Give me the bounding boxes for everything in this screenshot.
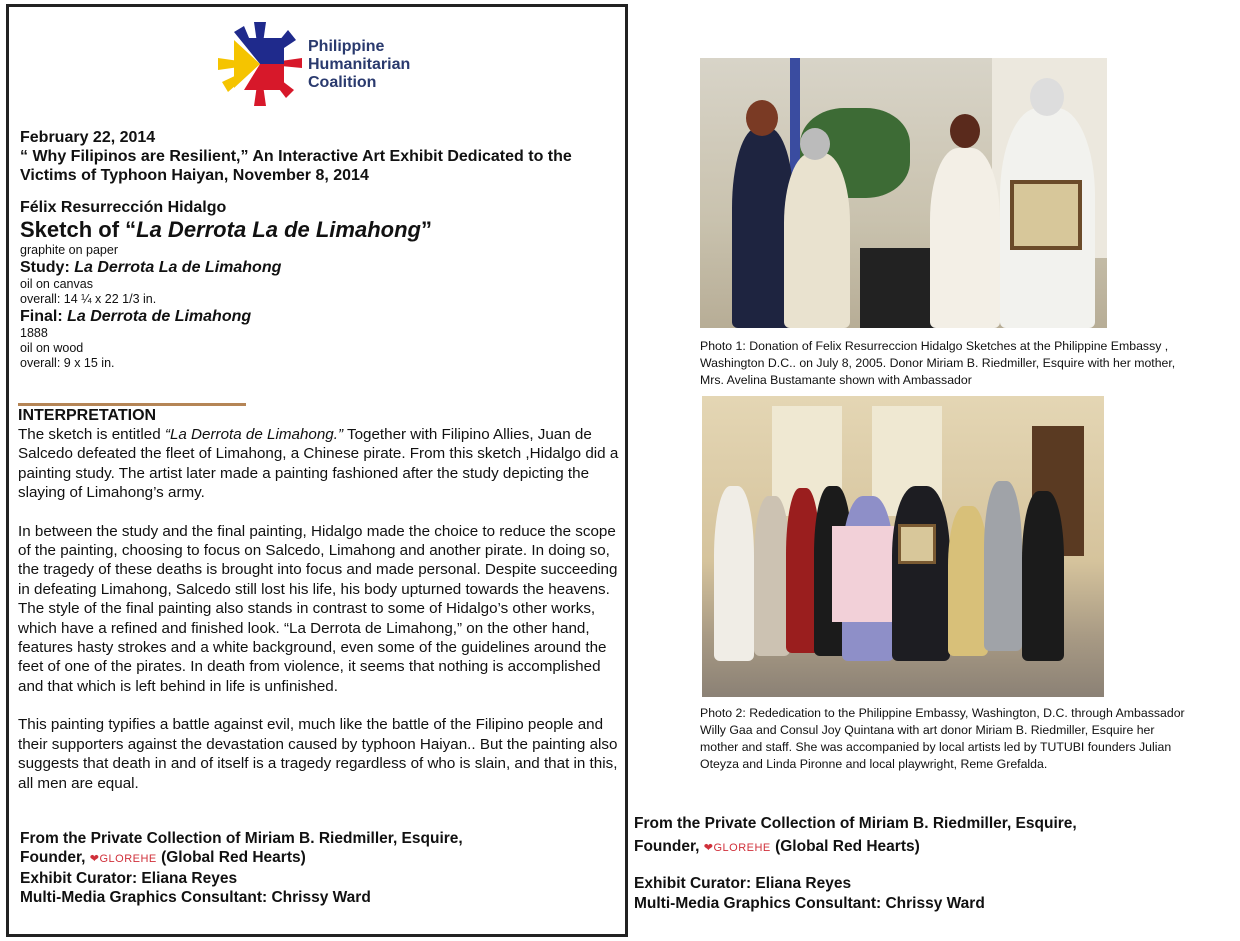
logo-line: Philippine [308,38,385,55]
collection-credit: From the Private Collection of Miriam B. Riedmiller, Esquire, [634,815,1077,832]
photo-2 [702,396,1104,697]
sketch-title [20,217,432,243]
photo-2-caption: Photo 2: Rededication to the Philippine Embassy, Washington, D.C. through Ambassador Willy Gaa and Consul Joy Quintana with art donor Miriam B. Riedmiller, Esquire her mother and staff. She was accompanied by local artists led by TUTUBI founders Julian Oteyza and Linda Pironne and local playwright, Reme Grefalda. [700,706,1185,771]
graphics-credit: Multi-Media Graphics Consultant: Chrissy Ward [20,889,371,906]
text: Together with Filipino Allies, Juan de Salcedo defeated the fleet of Limahong, a Chinese pirate. From this sketch ,Hidalgo did a painting study. The artist later made a painting fashioned after the study depicting the slaying of Limahong’s army. [18,426,619,502]
glorehe-text: GLOREHE [713,842,771,854]
study-medium: oil on canvas [20,277,93,291]
curator-credit: Exhibit Curator: Eliana Reyes [20,870,238,887]
glorehe-text: GLOREHE [99,853,157,865]
logo-line: Coalition [308,74,377,91]
logo-line: Humanitarian [308,56,411,73]
final-label: Final: [20,308,68,325]
final-year: 1888 [20,326,48,340]
final-title-italic: La Derrota de Limahong [67,308,252,325]
study-title-italic: La Derrota La de Limahong [74,259,282,276]
document-header [20,128,620,185]
text: Founder, [634,838,704,855]
sketch-title-italic: La Derrota La de Limahong [136,217,421,242]
glorehe-logo: ❤GLOREHE [89,853,157,865]
text-italic: “La Derrota de Limahong.” [164,426,344,443]
curator-credit: Exhibit Curator: Eliana Reyes [634,875,852,892]
text: Founder, [20,849,90,866]
study-label: Study: [20,259,75,276]
sketch-medium: graphite on paper [20,243,118,257]
founder-credit [20,848,463,869]
text: (Global Red Hearts) [156,849,306,866]
text: (Global Red Hearts) [770,838,920,855]
interpretation-heading: INTERPRETATION [18,407,157,424]
photo-1-caption: Photo 1: Donation of Felix Resurreccion Hidalgo Sketches at the Philippine Embassy , Washington D.C.. on July 8, 2005. Donor Miriam B. Riedmiller, Esquire with her mother, Mrs. Avelina Bustamante shown with Ambassador [700,339,1176,387]
interpretation-section [18,406,622,812]
graphics-credit: Multi-Media Graphics Consultant: Chrissy Ward [634,895,985,912]
photo-1 [700,58,1107,328]
artwork-details [20,198,432,371]
credits-left [20,829,463,907]
sketch-suffix: ” [420,217,432,242]
glorehe-logo: ❤GLOREHE [703,842,771,854]
text: The sketch is entitled [18,426,165,443]
event-title: “ Why Filipinos are Resilient,” An Interactive Art Exhibit Dedicated to the [20,148,572,165]
credits-right [634,814,1077,914]
final-title [20,307,432,326]
paragraph [18,425,622,503]
study-title [20,258,432,277]
founder-credit [634,837,1077,858]
paragraph: This painting typifies a battle against evil, much like the battle of the Filipino people and their supporters against the devastation caused by typhoon Haiyan.. But the painting also suggests that death in and of itself is a tragedy regardless of who is slain, and that in this, all men are equal. [18,716,618,792]
sketch-prefix: Sketch of “ [20,217,137,242]
final-medium: oil on wood [20,341,84,355]
final-size: overall: 9 x 15 in. [20,356,115,370]
artist-name: Félix Resurrección Hidalgo [20,199,227,216]
collection-credit: From the Private Collection of Miriam B. Riedmiller, Esquire, [20,830,463,847]
logo-text [308,38,410,92]
paragraph: In between the study and the final painting, Hidalgo made the choice to reduce the scope of the painting, choosing to focus on Salcedo, Limahong and another pirate. In doing so, the tragedy of these deaths is brought into focus and made personal. Despite succeeding in defeating Limahong, Salcedo still lost his life, his body upturned towards the heavens. The style of the final painting also stands in contrast to some of Hidalgo’s other works, which have a refined and finished look. “La Derrota de Limahong,” on the other hand, features hasty strokes and a white background, even some of the guidelines around the feet of one of the pirates. In death from violence, it seems that nothing is accomplished and that which is left behind in life is unfinished. [18,522,618,695]
date: February 22, 2014 [20,129,156,146]
philippine-humanitarian-coalition-logo [214,18,306,110]
event-title: Victims of Typhoon Haiyan, November 8, 2014 [20,167,369,184]
study-size: overall: 14 ¼ x 22 1/3 in. [20,292,157,306]
